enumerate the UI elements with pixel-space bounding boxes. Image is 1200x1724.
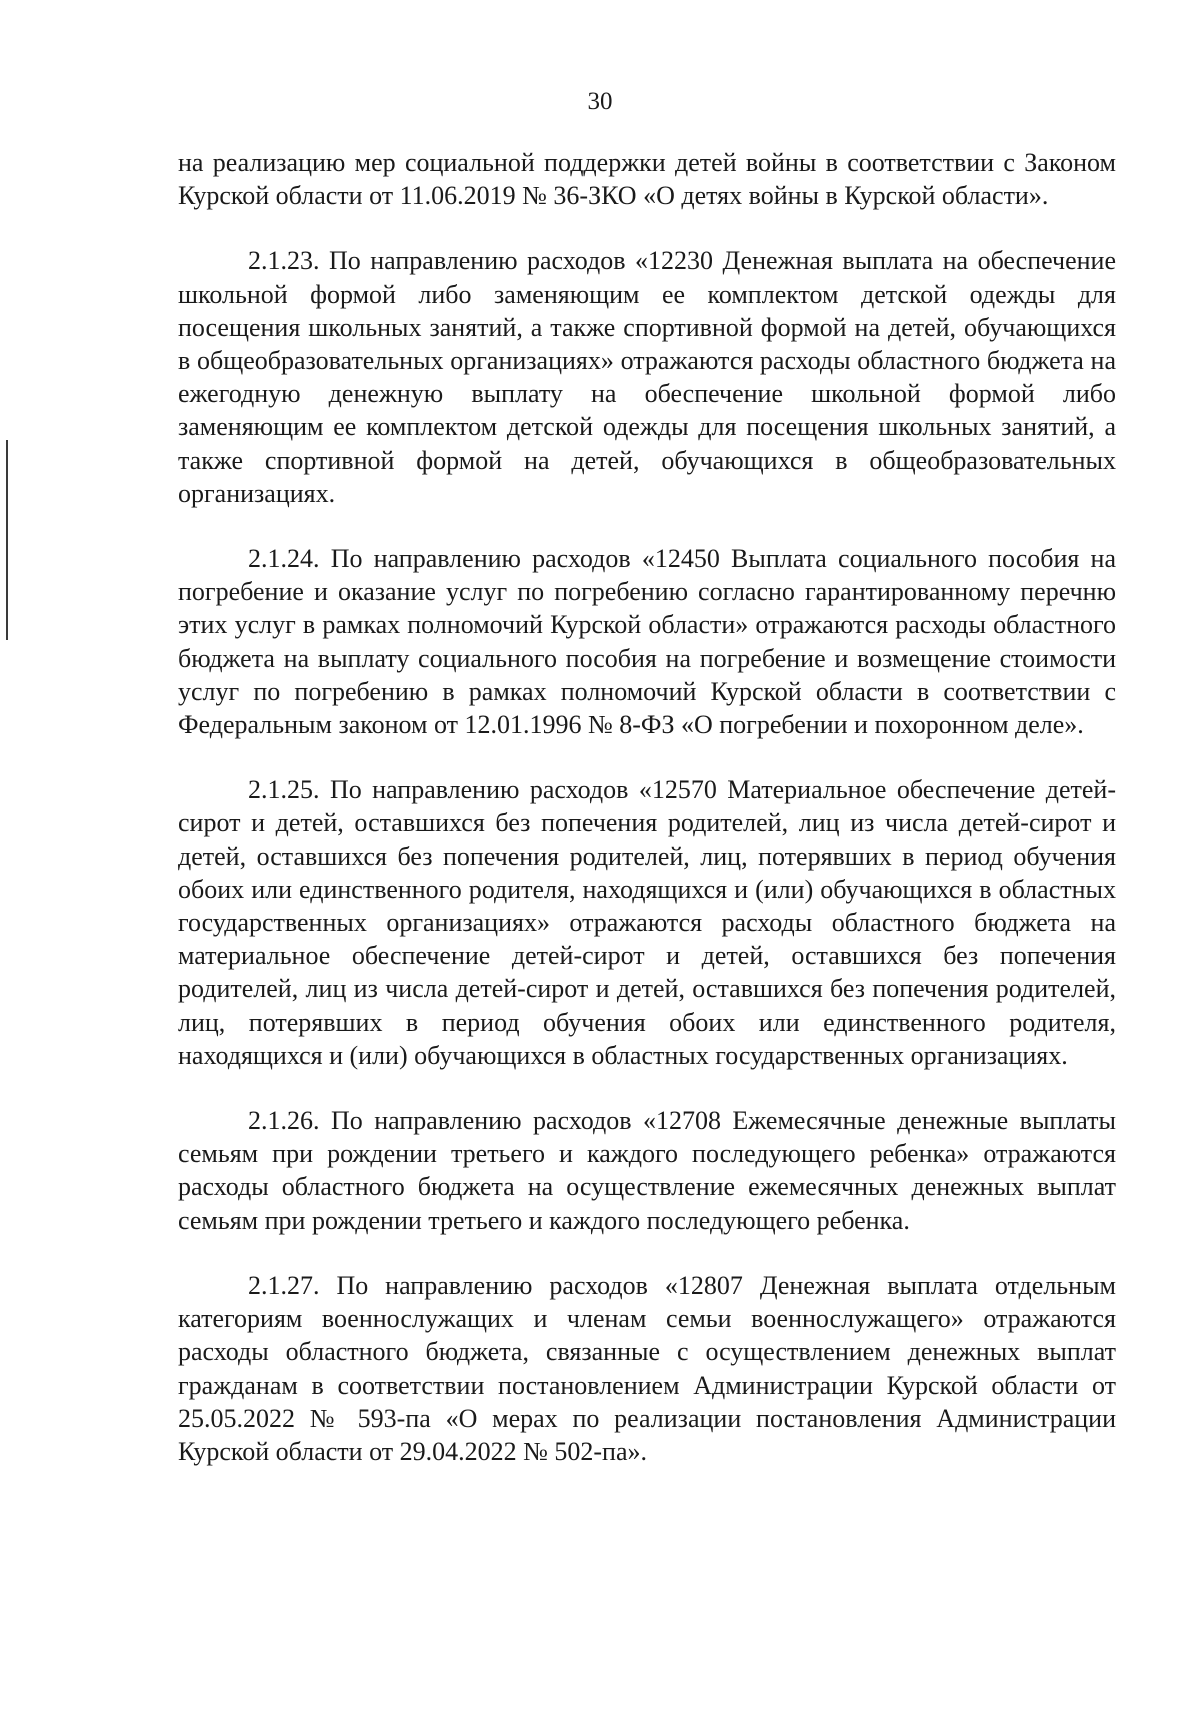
paragraph-continuation: на реализацию мер социальной поддержки детей войны в соответствии с Законом Курской области от 11.06.2019 № 36-ЗКО «О детях войны в Курской области». (178, 148, 1116, 211)
page-number: 30 (587, 88, 613, 115)
paragraph-2-1-26: 2.1.26. По направлению расходов «12708 Ежемесячные денежные выплаты семьям при рождении третьего и каждого последующего ребенка» отражаются расходы областного бюджета на осуществление ежемесячных денежных выплат семьям при рождении третьего и каждого последующего ребенка. (178, 1106, 1116, 1235)
paragraph-2-1-27: 2.1.27. По направлению расходов «12807 Денежная выплата отдельным категориям военнослужащих и членам семьи военнослужащего» отражаются расходы областного бюджета, связанные с осуществлением денежных выплат гражданам в соответствии постановлением Администрации Курской области от 25.05.2022 № 593-па «О мерах по реализации постановления Администрации Курской области от 29.04.2022 № 502-па». (178, 1270, 1116, 1466)
scan-edge-mark (6, 440, 8, 640)
paragraph-2-1-24: 2.1.24. По направлению расходов «12450 Выплата социального пособия на погребение и оказание услуг по погребению согласно гарантированному перечню этих услуг в рамках полномочий Курской области» отражаются расходы областного бюджета на выплату социального пособия на погребение и возмещение стоимости услуг по погребению в рамках полномочий Курской области в соответствии с Федеральным законом от 12.01.1996 № 8-ФЗ «О погребении и похоронном деле». (178, 544, 1116, 740)
paragraph-2-1-23: 2.1.23. По направлению расходов «12230 Денежная выплата на обеспечение школьной формой либо заменяющим ее комплектом детской одежды для посещения школьных занятий, а также спортивной формой на детей, обучающихся в общеобразовательных организациях» отражаются расходы областного бюджета на ежегодную денежную выплату на обеспечение школьной формой либо заменяющим ее комплектом детской одежды для посещения школьных занятий, а также спортивной формой на детей, обучающихся в общеобразовательных организациях. (178, 246, 1116, 508)
document-body (178, 146, 1116, 1500)
paragraph-2-1-25: 2.1.25. По направлению расходов «12570 Материальное обеспечение детей-сирот и детей, оставшихся без попечения родителей, лиц из числа детей-сирот и детей, оставшихся без попечения родителей, лиц, потерявших в период обучения обоих или единственного родителя, находящихся и (или) обучающихся в областных государственных организациях» отражаются расходы областного бюджета на материальное обеспечение детей-сирот и детей, оставшихся без попечения родителей, лиц из числа детей-сирот и детей, оставшихся без попечения родителей, лиц, потерявших в период обучения обоих или единственного родителя, находящихся и (или) обучающихся в областных государственных организациях. (178, 775, 1116, 1070)
